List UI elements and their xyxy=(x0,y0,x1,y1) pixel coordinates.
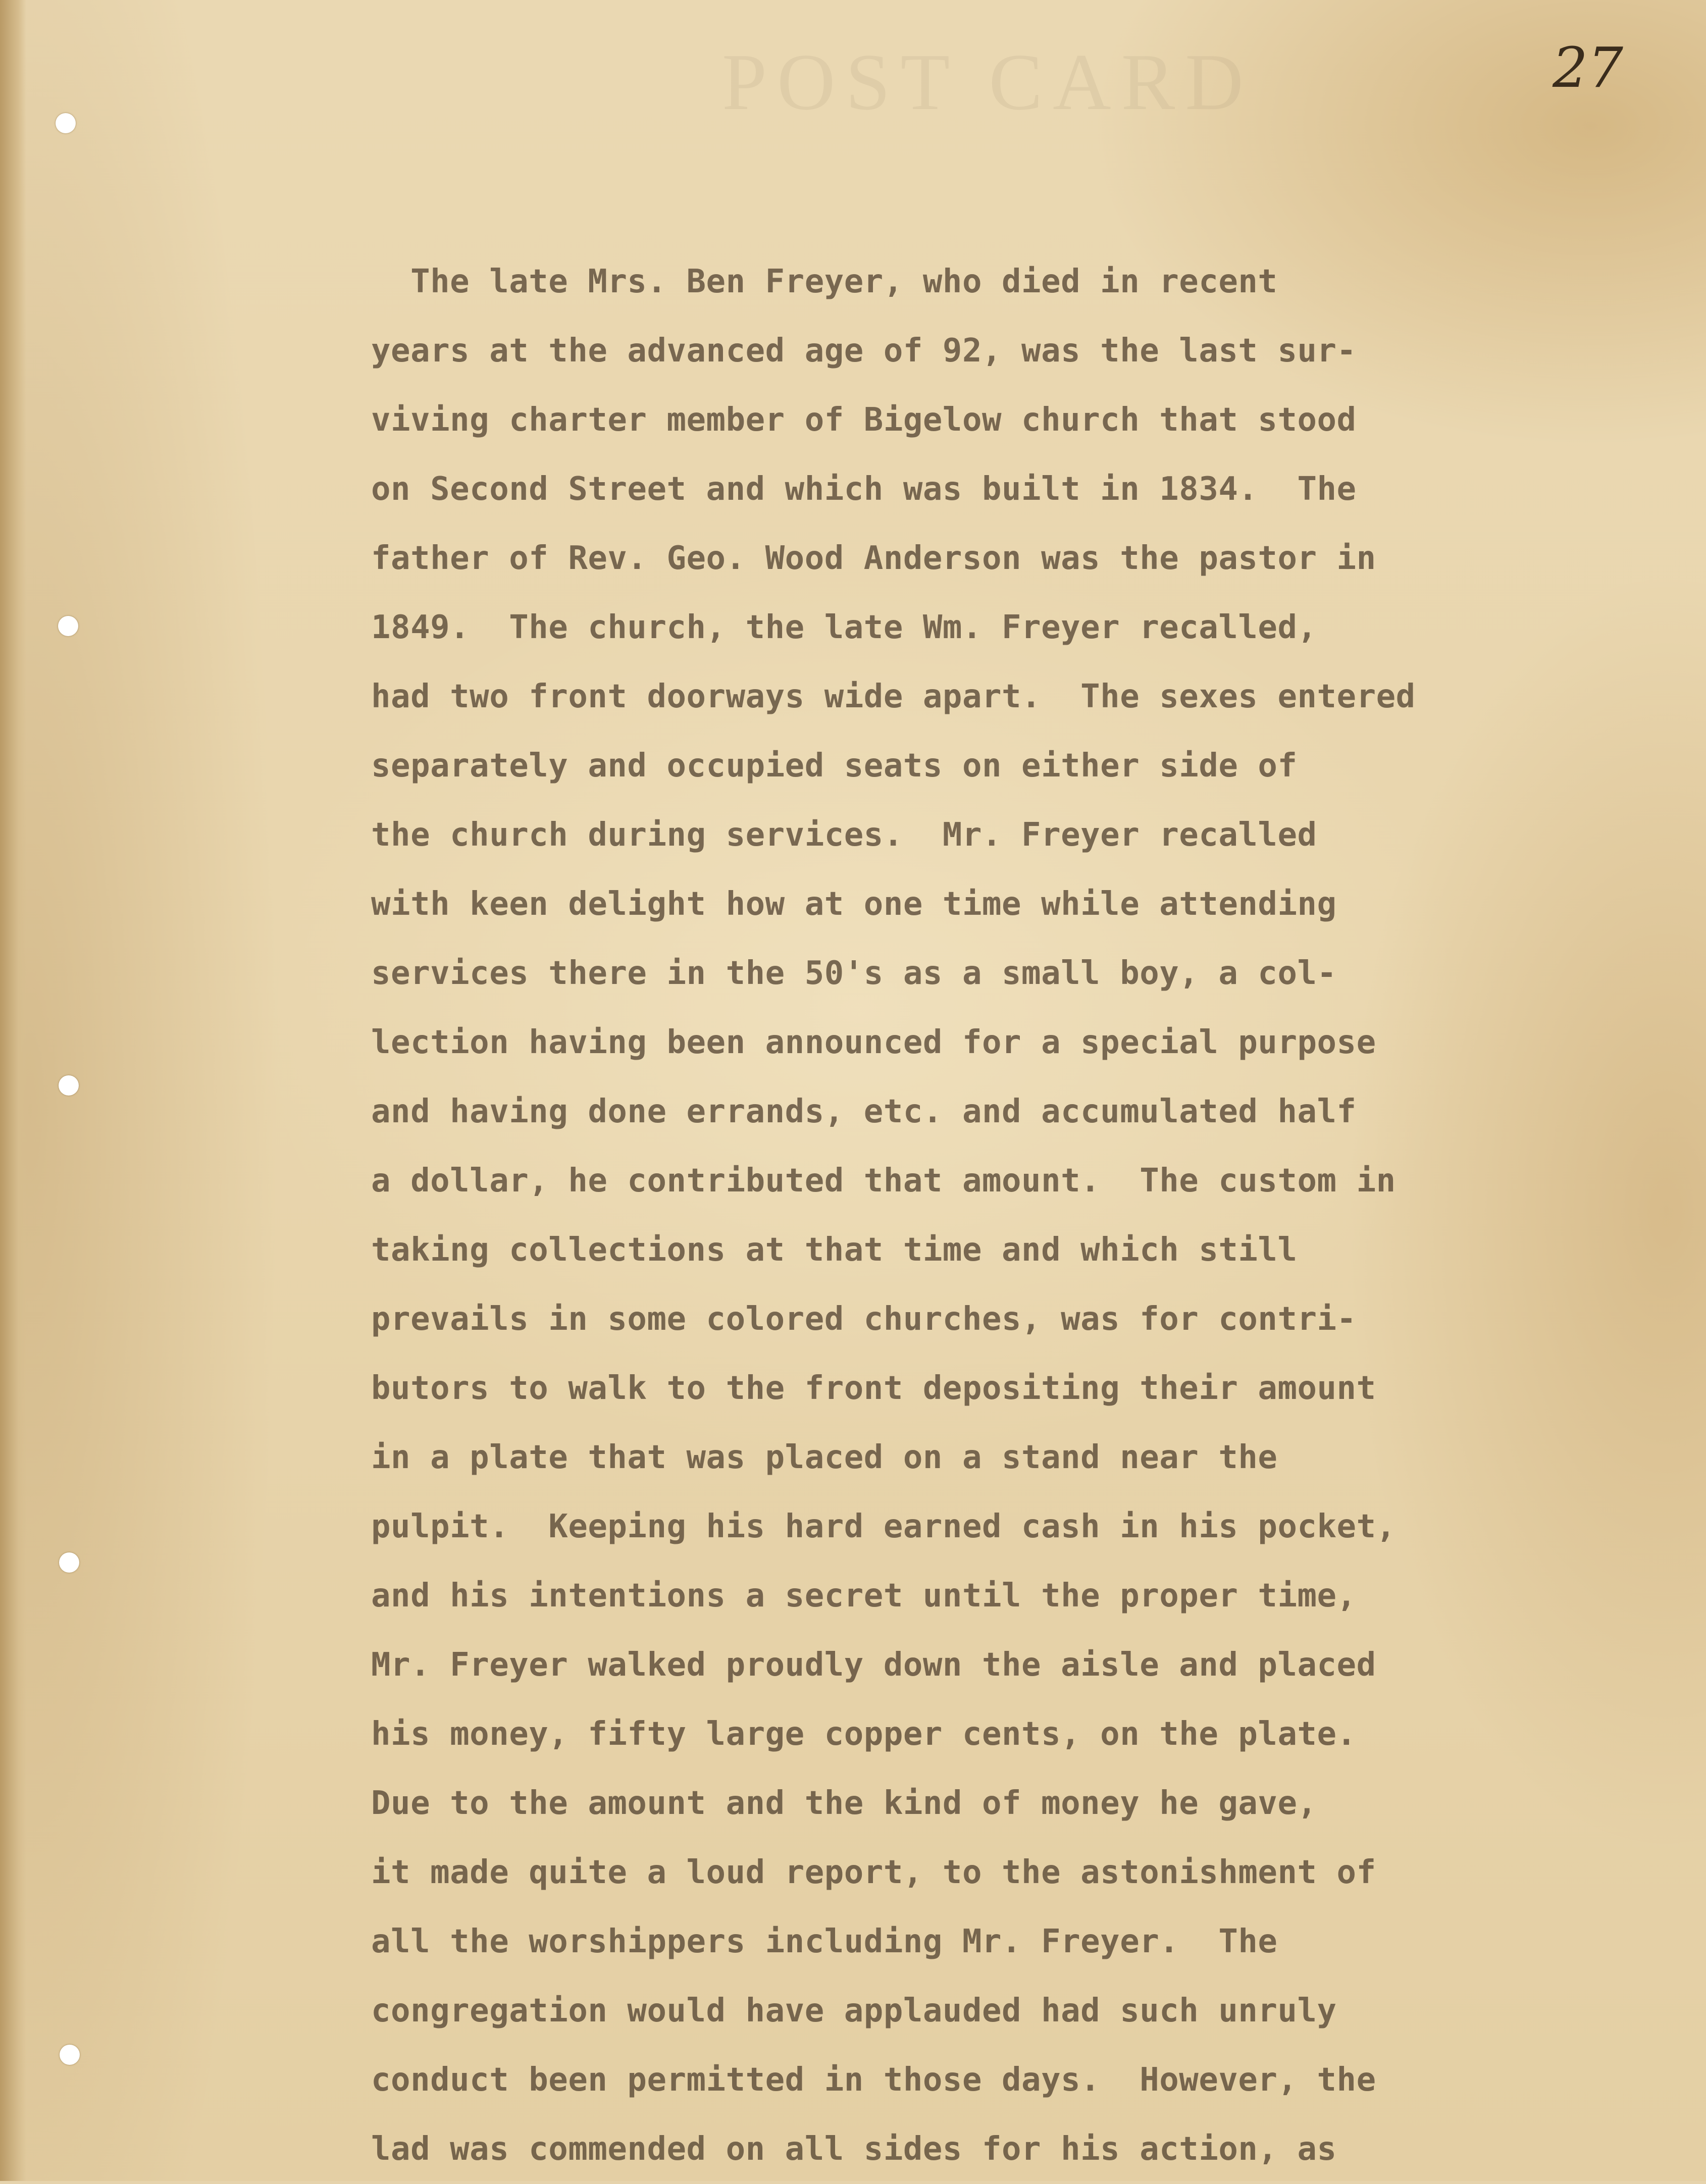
text-line: congregation would have applauded had such unruly xyxy=(371,1992,1337,2030)
handwritten-page-number: 27 xyxy=(1553,35,1623,100)
text-line: his money, fifty large copper cents, on the plate. xyxy=(371,1715,1357,1753)
text-line: with keen delight how at one time while attending xyxy=(371,886,1337,923)
text-line: separately and occupied seats on either side of xyxy=(371,747,1298,785)
text-line: 1849. The church, the late Wm. Freyer recalled, xyxy=(371,609,1317,646)
show-through-heading: POST CARD xyxy=(722,37,1254,127)
text-line: lad was commended on all sides for his action, as xyxy=(371,2130,1337,2168)
text-line: services there in the 50's as a small boy, a col- xyxy=(371,955,1337,992)
text-line: Mr. Freyer walked proudly down the aisle and placed xyxy=(371,1646,1376,1684)
text-line: butors to walk to the front depositing their amount xyxy=(371,1370,1376,1407)
punch-hole xyxy=(58,616,78,636)
text-line: in a plate that was placed on a stand near the xyxy=(371,1439,1278,1476)
text-line: and his intentions a secret until the proper time, xyxy=(371,1577,1357,1615)
punch-hole xyxy=(59,1075,79,1096)
text-line: The late Mrs. Ben Freyer, who died in recent xyxy=(371,263,1278,300)
punch-hole xyxy=(60,2045,80,2065)
text-line: on Second Street and which was built in 1834. The xyxy=(371,471,1357,508)
text-line: it made quite a loud report, to the astonishment of xyxy=(371,1854,1376,1891)
punch-hole xyxy=(56,113,76,133)
text-line: a dollar, he contributed that amount. The custom in xyxy=(371,1162,1396,1200)
text-line: all the worshippers including Mr. Freyer. The xyxy=(371,1923,1278,1960)
text-line: the church during services. Mr. Freyer recalled xyxy=(371,816,1317,854)
binder-edge xyxy=(0,0,26,2181)
text-line: viving charter member of Bigelow church that stood xyxy=(371,401,1357,439)
punch-hole xyxy=(59,1552,79,1573)
text-line: and having done errands, etc. and accumulated half xyxy=(371,1093,1357,1130)
text-line: Due to the amount and the kind of money he gave, xyxy=(371,1785,1317,1822)
text-line: years at the advanced age of 92, was the last sur- xyxy=(371,332,1357,370)
text-line: father of Rev. Geo. Wood Anderson was the pastor in xyxy=(371,540,1376,577)
text-line: pulpit. Keeping his hard earned cash in his pocket, xyxy=(371,1508,1396,1545)
text-line: lection having been announced for a special purpose xyxy=(371,1024,1376,1061)
typewritten-body xyxy=(371,247,1482,2184)
text-line: taking collections at that time and which still xyxy=(371,1231,1298,1269)
text-line: conduct been permitted in those days. However, the xyxy=(371,2061,1376,2099)
text-line: had two front doorways wide apart. The sexes entered xyxy=(371,678,1416,715)
text-line: prevails in some colored churches, was for contri- xyxy=(371,1301,1357,1338)
